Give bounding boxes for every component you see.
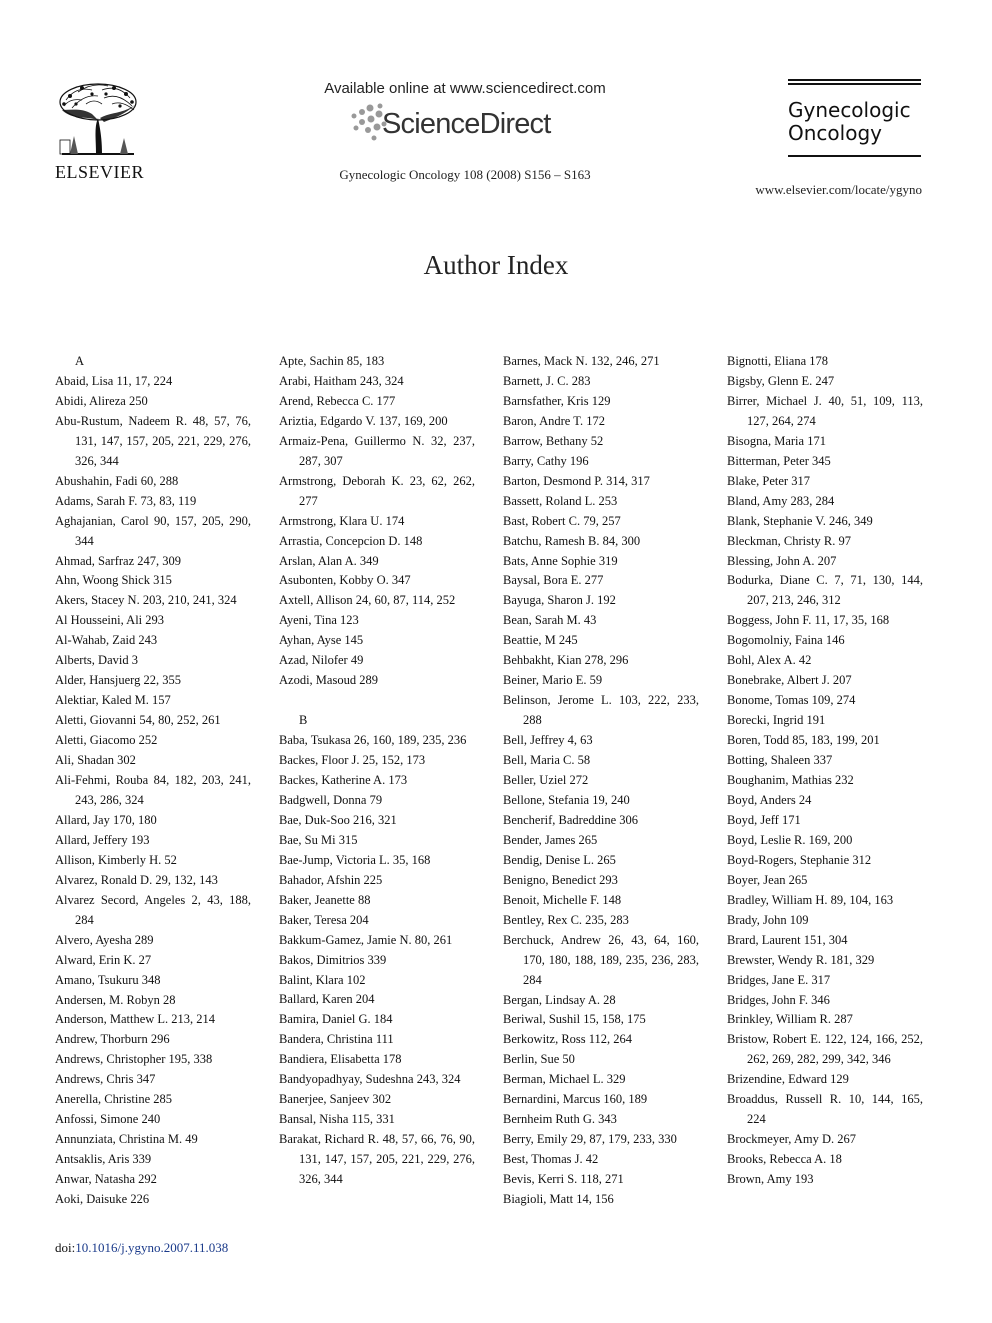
- author-entry: Abidi, Alireza 250: [55, 393, 148, 408]
- author-entry: Aletti, Giacomo 252: [55, 733, 158, 748]
- author-entry: Blake, Peter 317: [727, 473, 810, 488]
- author-entry: Boren, Todd 85, 183, 199, 201: [727, 733, 880, 748]
- author-entry: Barnes, Mack N. 132, 246, 271: [503, 354, 660, 368]
- author-entry: Brewster, Wendy R. 181, 329: [727, 952, 875, 967]
- author-entry: Bendig, Denise L. 265: [503, 852, 616, 867]
- author-entry: Barry, Cathy 196: [503, 453, 589, 468]
- author-entry: Baba, Tsukasa 26, 160, 189, 235, 236: [279, 733, 467, 748]
- author-entry: Banerjee, Sanjeev 302: [279, 1092, 392, 1107]
- author-entry: Bradley, William H. 89, 104, 163: [727, 892, 894, 907]
- author-entry: Bohl, Alex A. 42: [727, 653, 812, 668]
- author-entry: Boggess, John F. 11, 17, 35, 168: [727, 613, 890, 628]
- author-entry: Anwar, Natasha 292: [55, 1172, 157, 1187]
- journal-url[interactable]: www.elsevier.com/locate/ygyno: [755, 182, 922, 197]
- journal-title-line1: Gynecologic: [788, 98, 911, 122]
- author-entry: Bandera, Christina 111: [279, 1032, 394, 1047]
- author-entry: Berman, Michael L. 329: [503, 1072, 626, 1087]
- author-entry: Akers, Stacey N. 203, 210, 241, 324: [55, 593, 237, 608]
- author-entry: Anderson, Matthew L. 213, 214: [55, 1012, 216, 1027]
- author-entry: Bencherif, Badreddine 306: [503, 812, 639, 827]
- author-entry: Brown, Amy 193: [727, 1172, 814, 1187]
- author-entry: Bisogna, Maria 171: [727, 433, 826, 448]
- author-entry: Bamira, Daniel G. 184: [279, 1012, 393, 1027]
- author-entry: Alvarez Secord, Angeles 2, 43, 188, 284: [55, 892, 251, 927]
- author-entry: Amano, Tsukuru 348: [55, 972, 161, 987]
- author-entry: Bleckman, Christy R. 97: [727, 533, 851, 548]
- author-entry: Abaid, Lisa 11, 17, 224: [55, 373, 173, 388]
- journal-title-block: [788, 79, 921, 157]
- author-entry: Bland, Amy 283, 284: [727, 493, 835, 508]
- author-entry: Axtell, Allison 24, 60, 87, 114, 252: [279, 593, 456, 608]
- author-entry: Annunziata, Christina M. 49: [55, 1132, 198, 1147]
- author-entry: Beiner, Mario E. 59: [503, 673, 603, 688]
- author-entry: Antsaklis, Aris 339: [55, 1152, 152, 1167]
- author-entry: Boyd, Anders 24: [727, 792, 812, 807]
- author-entry: Bigsby, Glenn E. 247: [727, 373, 835, 388]
- index-column-4: [727, 352, 923, 1190]
- author-entry: Bean, Sarah M. 43: [503, 613, 597, 628]
- author-entry: Alder, Hansjuerg 22, 355: [55, 673, 181, 688]
- section-spacer: [279, 691, 475, 711]
- author-entry: Andersen, M. Robyn 28: [55, 992, 176, 1007]
- author-entry: Batchu, Ramesh B. 84, 300: [503, 533, 641, 548]
- doi-prefix: doi:: [55, 1240, 76, 1255]
- available-online-text: Available online at www.sciencedirect.com: [324, 80, 606, 97]
- author-entry: Bandiera, Elisabetta 178: [279, 1052, 402, 1067]
- author-entry: Blessing, John A. 207: [727, 553, 837, 568]
- author-entry: Beriwal, Sushil 15, 158, 175: [503, 1012, 646, 1027]
- author-entry: Azodi, Masoud 289: [279, 673, 378, 688]
- author-entry: Ayeni, Tina 123: [279, 613, 359, 628]
- index-column-3: [503, 352, 699, 1210]
- author-entry: Bitterman, Peter 345: [727, 453, 831, 468]
- author-entry: Abu-Rustum, Nadeem R. 48, 57, 76, 131, 147, 157, 205, 221, 229, 276, 326, 344: [55, 413, 251, 468]
- page-header: [0, 0, 992, 210]
- author-entry: Bansal, Nisha 115, 331: [279, 1112, 395, 1127]
- author-entry: Boyer, Jean 265: [727, 872, 808, 887]
- author-entry: Ali, Shadan 302: [55, 753, 136, 768]
- author-entry: Bernheim Ruth G. 343: [503, 1112, 617, 1127]
- author-entry: Brooks, Rebecca A. 18: [727, 1152, 842, 1167]
- journal-top-rule: [788, 79, 921, 81]
- author-entry: Armaiz-Pena, Guillermo N. 32, 237, 287, 307: [279, 433, 475, 468]
- author-entry: Anerella, Christine 285: [55, 1092, 172, 1107]
- author-entry: Bridges, Jane E. 317: [727, 972, 831, 987]
- author-entry: Borecki, Ingrid 191: [727, 713, 826, 728]
- author-entry: Allard, Jeffery 193: [55, 832, 150, 847]
- author-entry: Armstrong, Deborah K. 23, 62, 262, 277: [279, 473, 475, 508]
- author-entry: Brockmeyer, Amy D. 267: [727, 1132, 856, 1147]
- author-entry: Arend, Rebecca C. 177: [279, 393, 396, 408]
- author-entry: Ahmad, Sarfraz 247, 309: [55, 553, 182, 568]
- doi-line: [55, 1240, 228, 1256]
- author-entry: Allison, Kimberly H. 52: [55, 852, 177, 867]
- author-entry: Boyd, Jeff 171: [727, 812, 801, 827]
- author-entry: Arrastia, Concepcion D. 148: [279, 533, 423, 548]
- author-entry: Birrer, Michael J. 40, 51, 109, 113, 127, 264, 274: [727, 393, 923, 428]
- author-entry: Boughanim, Mathias 232: [727, 773, 854, 788]
- author-entry: Ayhan, Ayse 145: [279, 633, 364, 648]
- author-entry: Beller, Uziel 272: [503, 773, 589, 788]
- author-entry: Apte, Sachin 85, 183: [279, 354, 385, 368]
- author-entry: Bogomolniy, Faina 146: [727, 633, 845, 648]
- author-entry: Armstrong, Klara U. 174: [279, 513, 405, 528]
- author-entry: Bentley, Rex C. 235, 283: [503, 912, 629, 927]
- author-entry: Asubonten, Kobby O. 347: [279, 573, 411, 588]
- journal-title: [788, 99, 921, 155]
- author-entry: Bridges, John F. 346: [727, 992, 830, 1007]
- author-entry: Baysal, Bora E. 277: [503, 573, 604, 588]
- index-column-1: [55, 352, 251, 1210]
- author-entry: Alvarez, Ronald D. 29, 132, 143: [55, 872, 218, 887]
- author-entry: Ali-Fehmi, Rouba 84, 182, 203, 241, 243, 286, 324: [55, 773, 251, 807]
- author-entry: Bonome, Tomas 109, 274: [727, 693, 856, 708]
- author-entry: Brady, John 109: [727, 912, 809, 927]
- author-entry: Berlin, Sue 50: [503, 1052, 575, 1067]
- author-entry: Boyd, Leslie R. 169, 200: [727, 832, 853, 847]
- author-entry: Brinkley, William R. 287: [727, 1012, 853, 1027]
- author-entry: Bae-Jump, Victoria L. 35, 168: [279, 852, 431, 867]
- author-entry: Barton, Desmond P. 314, 317: [503, 473, 650, 488]
- author-entry: Belinson, Jerome L. 103, 222, 233, 288: [503, 693, 699, 728]
- author-entry: Bevis, Kerri S. 118, 271: [503, 1172, 624, 1187]
- author-entry: Adams, Sarah F. 73, 83, 119: [55, 493, 197, 508]
- author-entry: Bonebrake, Albert J. 207: [727, 673, 852, 688]
- elsevier-wordmark: ELSEVIER: [55, 162, 144, 182]
- author-entry: Bristow, Robert E. 122, 124, 166, 252, 262, 269, 282, 299, 342, 346: [727, 1032, 923, 1067]
- author-entry: Balint, Klara 102: [279, 972, 366, 987]
- author-entry: Bandyopadhyay, Sudeshna 243, 324: [279, 1072, 461, 1087]
- author-entry: Baker, Jeanette 88: [279, 892, 371, 907]
- author-entry: Badgwell, Donna 79: [279, 792, 383, 807]
- author-entry: Ballard, Karen 204: [279, 992, 375, 1007]
- author-entry: Barakat, Richard R. 48, 57, 66, 76, 90, 131, 147, 157, 205, 221, 229, 276, 326, 344: [279, 1132, 475, 1187]
- author-entry: Blank, Stephanie V. 246, 349: [727, 513, 873, 528]
- author-entry: Bats, Anne Sophie 319: [503, 553, 618, 568]
- author-entry: Berchuck, Andrew 26, 43, 64, 160, 170, 180, 188, 189, 235, 236, 283, 284: [503, 932, 699, 987]
- section-letter: A: [75, 354, 85, 368]
- author-index-columns: [55, 352, 935, 1212]
- author-entry: Bell, Maria C. 58: [503, 753, 591, 768]
- author-entry: Bell, Jeffrey 4, 63: [503, 733, 593, 748]
- author-entry: Alektiar, Kaled M. 157: [55, 693, 171, 708]
- author-entry: Backes, Floor J. 25, 152, 173: [279, 753, 426, 768]
- author-entry: Berry, Emily 29, 87, 179, 233, 330: [503, 1132, 677, 1147]
- author-entry: Allard, Jay 170, 180: [55, 812, 157, 827]
- author-entry: Broaddus, Russell R. 10, 144, 165, 224: [727, 1092, 923, 1127]
- author-entry: Baron, Andre T. 172: [503, 413, 605, 428]
- author-entry: Backes, Katherine A. 173: [279, 773, 408, 787]
- doi-link[interactable]: 10.1016/j.ygyno.2007.11.038: [75, 1240, 229, 1255]
- author-entry: Berkowitz, Ross 112, 264: [503, 1032, 633, 1047]
- author-entry: Beattie, M 245: [503, 633, 578, 648]
- author-entry: Arslan, Alan A. 349: [279, 553, 379, 568]
- author-entry: Aghajanian, Carol 90, 157, 205, 290, 344: [55, 513, 251, 548]
- author-entry: Boyd-Rogers, Stephanie 312: [727, 852, 872, 867]
- author-entry: Alberts, David 3: [55, 653, 138, 668]
- journal-title-line2: Oncology: [788, 121, 882, 145]
- author-entry: Ahn, Woong Shick 315: [55, 573, 172, 588]
- author-entry: Abushahin, Fadi 60, 288: [55, 473, 179, 488]
- author-entry: Bodurka, Diane C. 7, 71, 130, 144, 207, 213, 246, 312: [727, 573, 923, 608]
- author-entry: Botting, Shaleen 337: [727, 753, 833, 768]
- author-entry: Andrews, Christopher 195, 338: [55, 1052, 213, 1067]
- journal-bottom-rule: [788, 155, 921, 157]
- author-entry: Best, Thomas J. 42: [503, 1152, 599, 1167]
- author-entry: Biagioli, Matt 14, 156: [503, 1192, 614, 1207]
- author-entry: Bernardini, Marcus 160, 189: [503, 1092, 648, 1107]
- author-entry: Bassett, Roland L. 253: [503, 493, 618, 508]
- author-entry: Bellone, Stefania 19, 240: [503, 792, 630, 807]
- journal-top-rule-2: [788, 83, 921, 85]
- author-entry: Al-Wahab, Zaid 243: [55, 633, 158, 648]
- author-entry: Benoit, Michelle F. 148: [503, 892, 622, 907]
- author-entry: Anfossi, Simone 240: [55, 1112, 161, 1127]
- sciencedirect-wordmark: ScienceDirect: [382, 108, 551, 140]
- author-entry: Barnsfather, Kris 129: [503, 393, 611, 408]
- author-entry: Baker, Teresa 204: [279, 912, 369, 927]
- page-title: Author Index: [423, 250, 569, 280]
- journal-citation: Gynecologic Oncology 108 (2008) S156 – S163: [339, 167, 591, 182]
- author-entry: Bender, James 265: [503, 832, 598, 847]
- author-entry: Aoki, Daisuke 226: [55, 1192, 150, 1207]
- author-entry: Arabi, Haitham 243, 324: [279, 373, 404, 388]
- author-entry: Al Housseini, Ali 293: [55, 613, 165, 628]
- elsevier-tree-icon: [52, 80, 144, 160]
- author-entry: Bast, Robert C. 79, 257: [503, 513, 621, 528]
- author-entry: Bae, Duk-Soo 216, 321: [279, 812, 397, 827]
- index-column-2: [279, 352, 475, 1190]
- section-letter: B: [299, 713, 308, 728]
- author-entry: Bakos, Dimitrios 339: [279, 952, 387, 967]
- author-entry: Bignotti, Eliana 178: [727, 354, 829, 368]
- author-entry: Bakkum-Gamez, Jamie N. 80, 261: [279, 932, 453, 947]
- author-entry: Barnett, J. C. 283: [503, 373, 591, 388]
- author-entry: Aletti, Giovanni 54, 80, 252, 261: [55, 713, 221, 728]
- author-entry: Barrow, Bethany 52: [503, 433, 604, 448]
- author-entry: Bahador, Afshin 225: [279, 872, 383, 887]
- author-entry: Brard, Laurent 151, 304: [727, 932, 848, 947]
- author-entry: Alward, Erin K. 27: [55, 952, 152, 967]
- author-entry: Benigno, Benedict 293: [503, 872, 618, 887]
- author-entry: Bae, Su Mi 315: [279, 832, 358, 847]
- author-entry: Brizendine, Edward 129: [727, 1072, 849, 1087]
- elsevier-logo: [52, 80, 147, 183]
- author-entry: Bayuga, Sharon J. 192: [503, 593, 616, 608]
- author-entry: Andrews, Chris 347: [55, 1072, 156, 1087]
- author-entry: Bergan, Lindsay A. 28: [503, 992, 616, 1007]
- author-entry: Alvero, Ayesha 289: [55, 932, 154, 947]
- author-entry: Azad, Nilofer 49: [279, 653, 364, 668]
- author-entry: Andrew, Thorburn 296: [55, 1032, 170, 1047]
- author-entry: Ariztia, Edgardo V. 137, 169, 200: [279, 413, 448, 428]
- author-entry: Behbakht, Kian 278, 296: [503, 653, 629, 668]
